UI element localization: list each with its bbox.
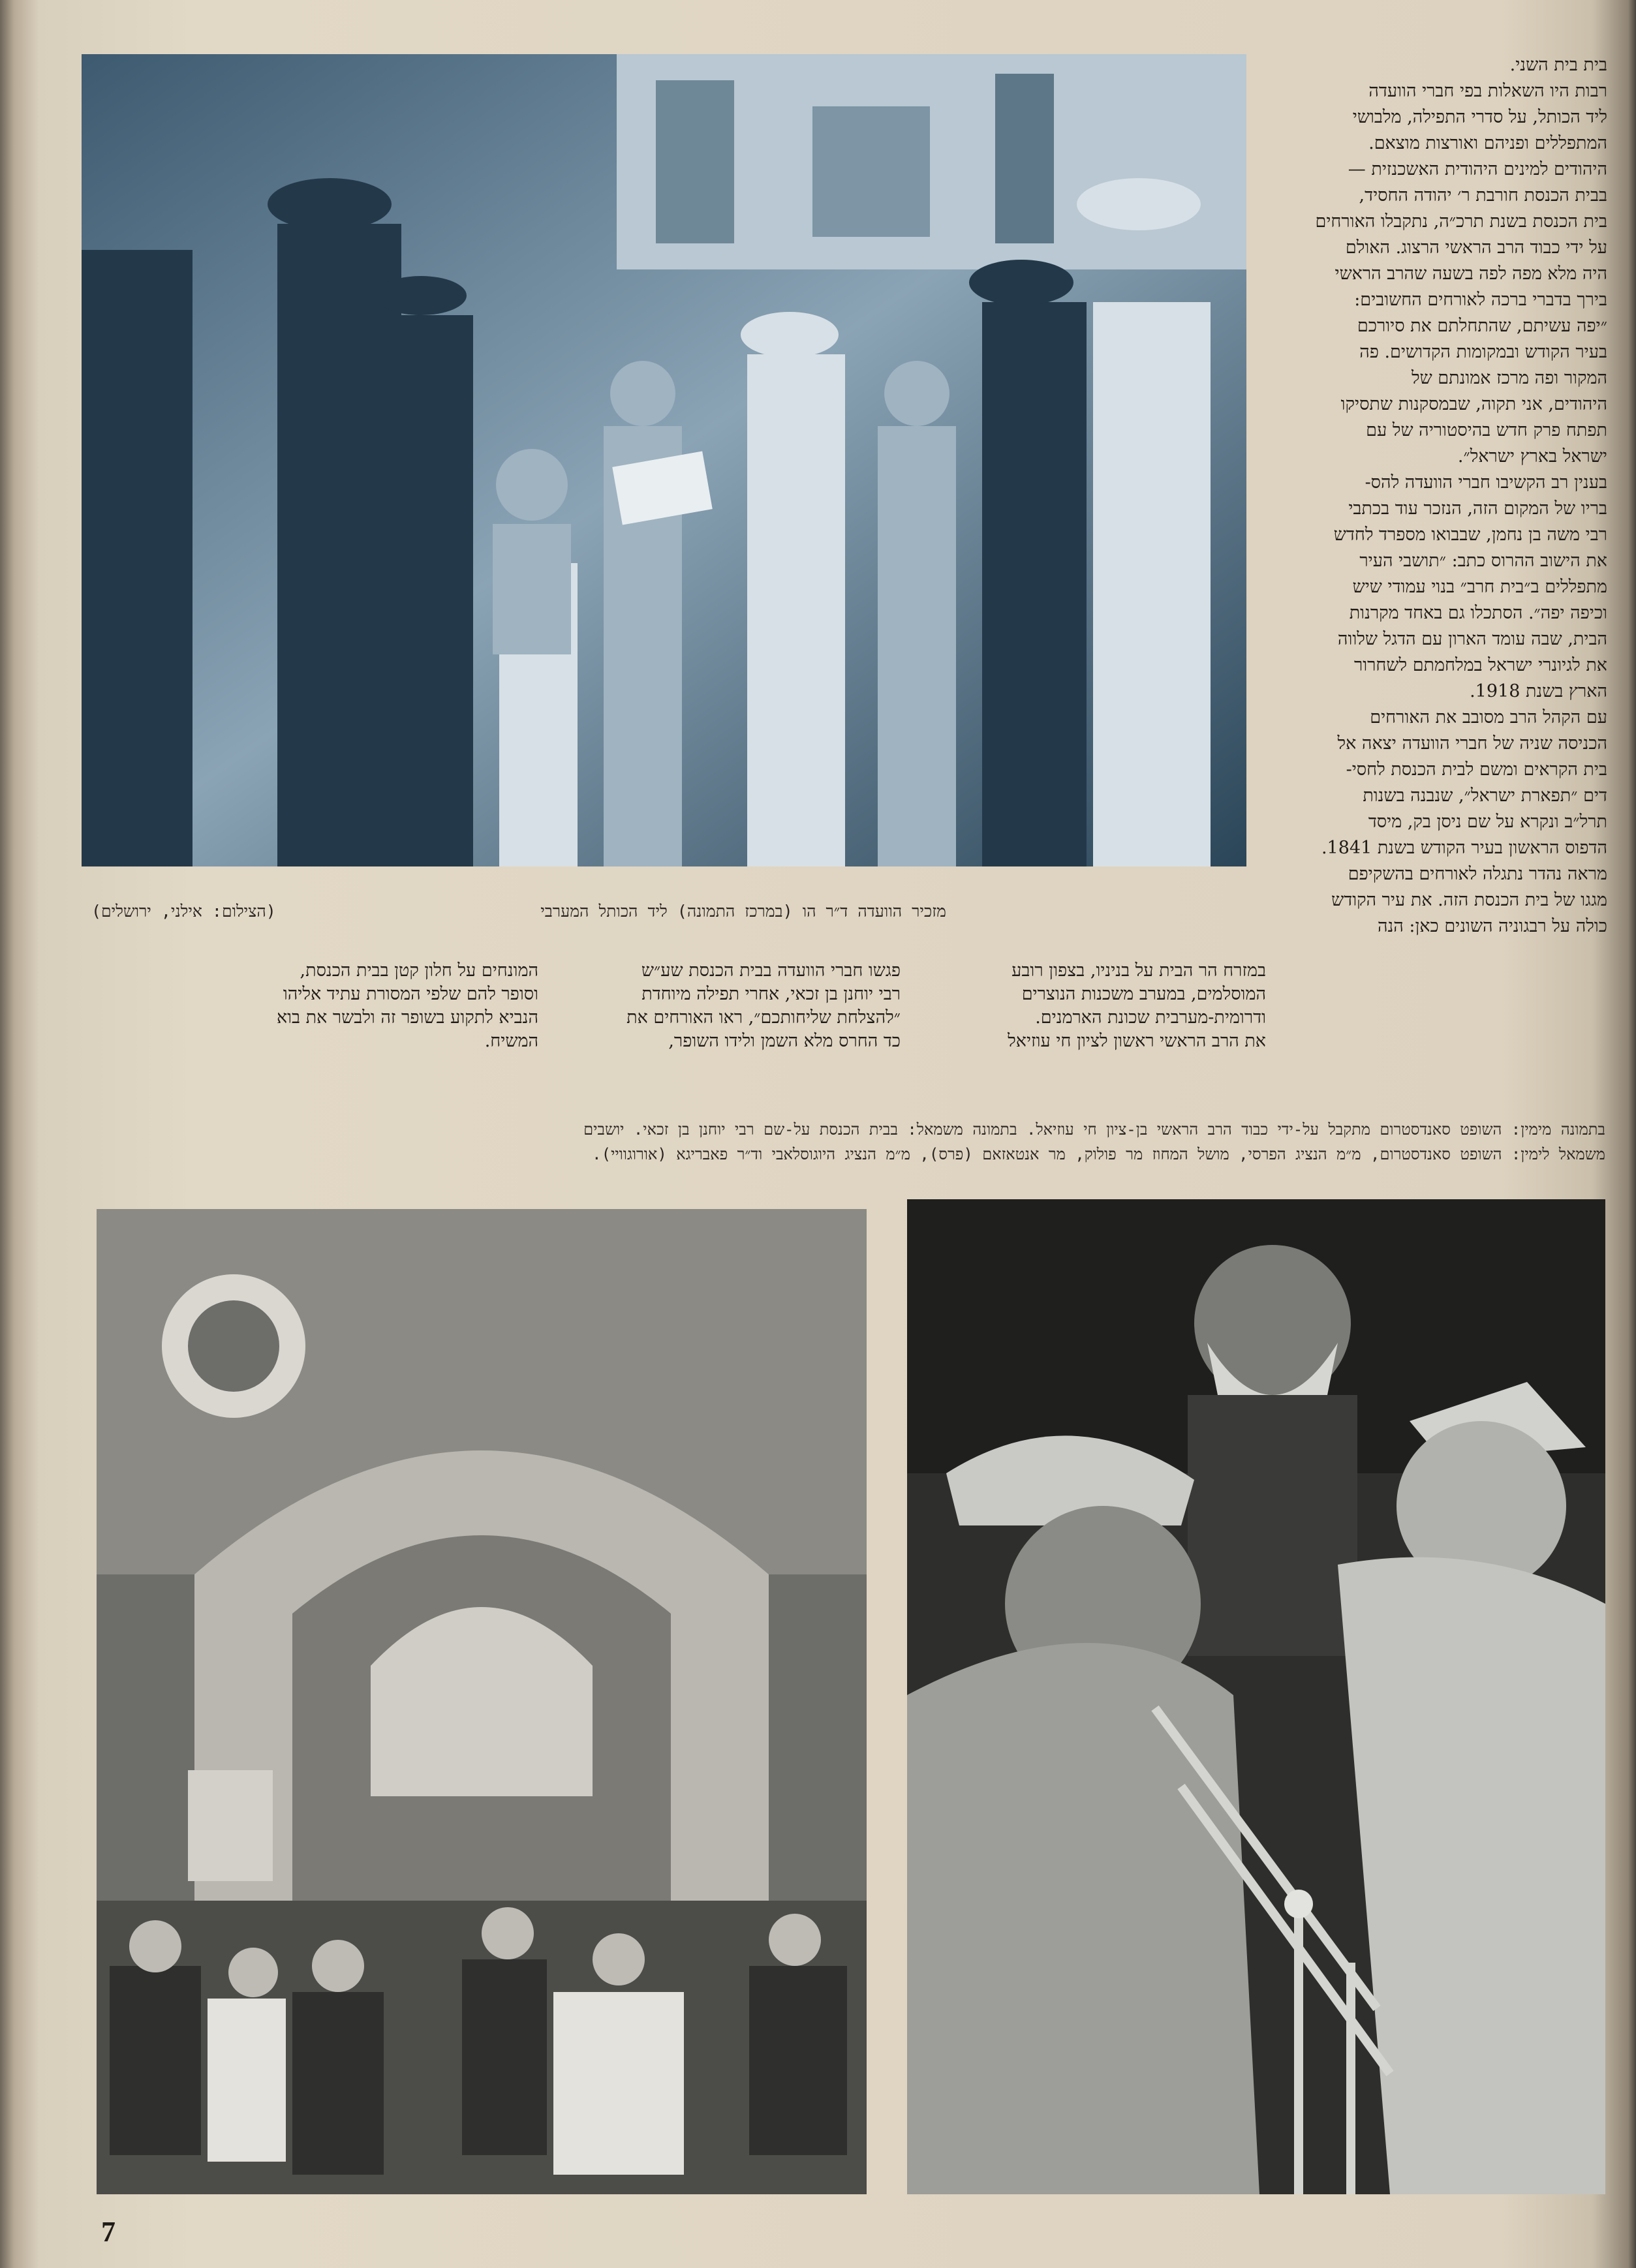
article-line: המשיח. <box>484 1031 538 1051</box>
article-middle-column-1 <box>940 959 1266 1053</box>
caption-line: בתמונה מימין: השופט סאנדסטרום מתקבל על-ידי כבוד הרב הראשי בן-ציון חי עוזיאל. בתמונה משמאל: בבית הכנסת על-שם רבי יוחנן בן זכאי. יושבים <box>583 1120 1605 1139</box>
caption-line: משמאל לימין: השופט סאנדסטרום, מ״מ הנציג הפרסי, מושל המחוז מר פולוק, מר אנטאזאם (פרס), מ״מ הנציג היוגוסלאבי וד״ר פאבריגא (אורוגוויי). <box>592 1145 1605 1163</box>
article-line: ליד הכותל, על סדרי התפילה, מלבושי <box>1352 107 1607 127</box>
article-line: רבות היו השאלות בפי חברי הוועדה <box>1368 81 1607 101</box>
synagogue-interior-photo-image <box>97 1209 867 2194</box>
article-line: המקור ופה מרכז אמונתם של <box>1411 368 1607 388</box>
article-line: רבי יוחנן בן זכאי, אחרי תפילה מיוחדת <box>641 984 901 1004</box>
article-line: הארץ בשנת 1918. <box>1470 681 1607 701</box>
article-line: הנביא לתקוע בשופר זה ולבשר את בוא <box>276 1007 538 1028</box>
top-photo-caption-text: מזכיר הוועדה ד״ר הו (במרכז התמונה) ליד הכותל המערבי <box>540 902 946 921</box>
western-wall-photo <box>82 54 1246 866</box>
article-line: מגגו של בית הכנסת הזה. את עיר הקודש <box>1331 890 1607 910</box>
synagogue-interior-photo <box>97 1209 867 2194</box>
article-line: המתפללים ופניהם ואורצות מוצאם. <box>1368 133 1607 153</box>
article-line: את הישוב ההרוס כתב: ״תושבי העיר <box>1359 551 1607 571</box>
article-line: בית הכנסת בשנת תרכ״ה, נתקבלו האורחים <box>1315 211 1607 232</box>
article-line: בירך בדברי ברכה לאורחים החשובים: <box>1354 290 1607 310</box>
article-line: היהודים, אני תקוה, שבמסקנות שתסיקו <box>1340 394 1607 414</box>
western-wall-photo-image <box>82 54 1246 866</box>
article-middle-column-2 <box>574 959 901 1053</box>
article-line: וכיפה יפה״. הסתכלו גם באחד מקרנות <box>1349 603 1607 623</box>
rabbi-greeting-photo-image <box>907 1199 1605 2194</box>
article-line: ישראל בארץ ישראל״. <box>1457 446 1607 467</box>
article-line: ודרומית-מערבית שכונת הארמנים. <box>1035 1007 1266 1028</box>
article-line: היה מלא מפה לפה בשעה שהרב הראשי <box>1335 264 1607 284</box>
article-line: מתפללים ב״בית חרב״ בנוי עמודי שיש <box>1352 577 1607 597</box>
article-line: תפתח פרק חדש בהיסטוריה של עם <box>1366 420 1607 440</box>
article-line: דים ״תפארת ישראל״, שנבנה בשנות <box>1363 786 1607 806</box>
article-line: מראה נהדר נתגלה לאורחים בהשקיפם <box>1348 864 1607 884</box>
article-line: על ידי כבוד הרב הראשי הרצוג. האולם <box>1345 238 1607 258</box>
article-line: תרל״ב ונקרא על שם ניסן בק, מיסד <box>1368 812 1607 832</box>
article-line: המונחים על חלון קטן בבית הכנסת, <box>300 960 538 981</box>
article-line: הכניסה שניה של חברי הוועדה יצאה אל <box>1337 733 1607 754</box>
article-right-column <box>1261 52 1607 940</box>
article-line: בית בית השני. <box>1509 55 1607 75</box>
article-line: הדפוס הראשון בעיר הקודש בשנת 1841. <box>1321 838 1607 858</box>
top-photo-caption <box>91 902 946 928</box>
article-line: במזרח הר הבית על בניניו, בצפון רובע <box>1011 960 1266 981</box>
article-line: כד החרס מלא השמן ולידו השופר, <box>668 1031 901 1051</box>
article-line: בבית הכנסת חורבת ר׳ יהודה החסיד, <box>1359 185 1607 206</box>
page-number: 7 <box>101 2216 116 2248</box>
article-line: את הרב הראשי ראשון לציון חי עוזיאל <box>1008 1031 1266 1051</box>
article-line: הבית, שבה עומד הארון עם הדגל שלווה <box>1337 629 1607 649</box>
article-line: וסופר להם שלפי המסורת עתיד אליהו <box>283 984 538 1004</box>
article-middle-column-3 <box>95 959 538 1053</box>
article-line: בענין רב הקשיבו חברי הוועדה להס- <box>1365 472 1607 493</box>
article-line: כולה על רבגוניה השונים כאן: הנה <box>1377 916 1607 936</box>
article-line: ״להצלחת שליחותכם״, ראו האורחים את <box>626 1007 901 1028</box>
article-line: בעיר הקודש ובמקומות הקדושים. פה <box>1359 342 1607 362</box>
article-line: היהודים למינים היהודית האשכנזית — <box>1348 159 1607 179</box>
photo-credit: (הצילום: אילני, ירושלים) <box>91 902 276 921</box>
article-line: בית הקראים ומשם לבית הכנסת לחסי- <box>1346 759 1607 780</box>
article-line: את לגיונרי ישראל במלחמתם לשחרור <box>1353 655 1607 675</box>
article-line: פגשו חברי הוועדה בבית הכנסת שע״ש <box>641 960 901 981</box>
article-line: בריו של המקום הזה, הנזכר עוד בכתבי <box>1348 498 1607 519</box>
article-line: רבי משה בן נחמן, שבבואו מספרד לחדש <box>1333 525 1607 545</box>
rabbi-greeting-photo <box>907 1199 1605 2194</box>
bottom-photos-caption <box>157 1117 1605 1167</box>
article-line: ״יפה עשיתם, שהתחלתם את סיורכם <box>1357 316 1607 336</box>
article-line: המוסלמים, במערב משכנות הנוצרים <box>1021 984 1266 1004</box>
article-line: עם הקהל הרב מסובב את האורחים <box>1370 707 1607 728</box>
